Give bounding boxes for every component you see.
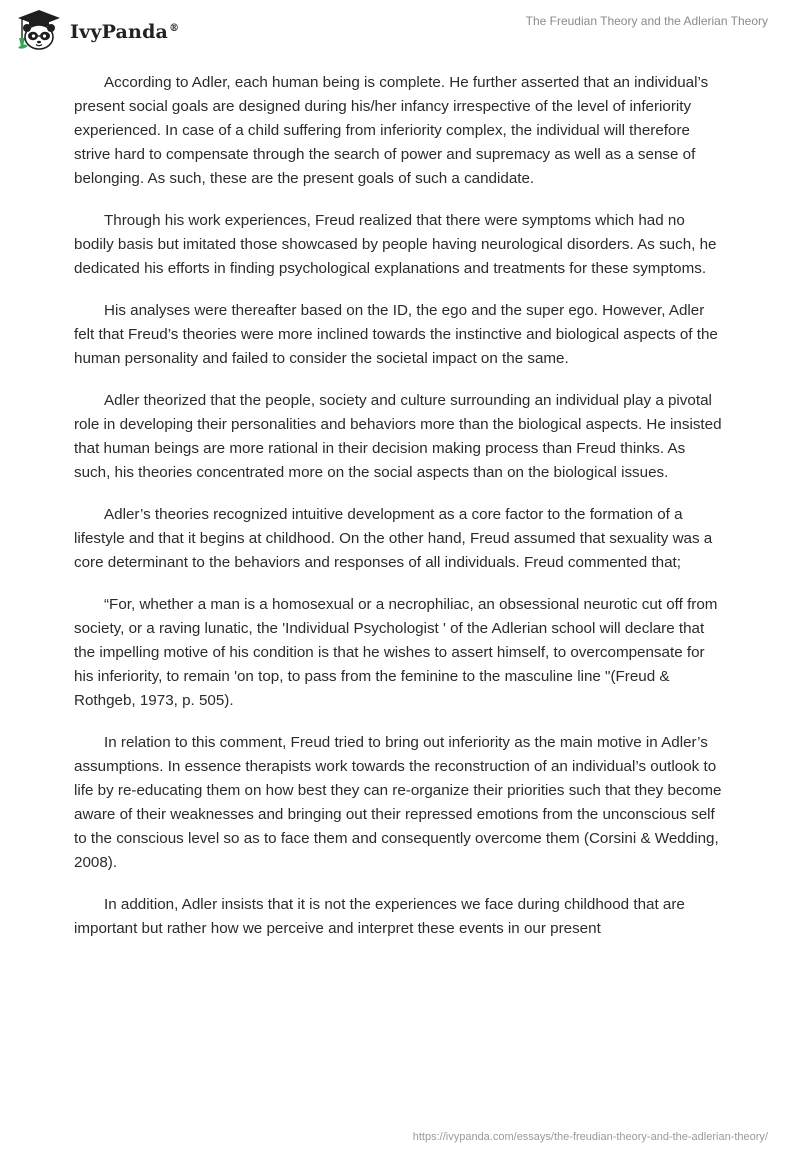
paragraph: According to Adler, each human being is complete. He further asserted that an individual’s present social goals are designed during his/her infancy irrespective of the level of inferiority experienced. In case of a child suffering from inferiority complex, the individual will therefore strive hard to compensate through the search of power and supremacy as well as a sense of belonging. As such, these are the present goals of such a candidate.: [74, 74, 709, 187]
paragraph: His analyses were thereafter based on the ID, the ego and the super ego. However, Adler felt that Freud’s theories were more inclined towards the instinctive and biological aspects of the human personality and failed to consider the societal impact on the same.: [74, 302, 718, 367]
registered-mark: ®: [169, 22, 180, 34]
document-title: The Freudian Theory and the Adlerian Theory: [525, 14, 768, 28]
essay-body: [74, 71, 722, 959]
panda-graduate-icon: [14, 8, 64, 52]
source-url-link[interactable]: https://ivypanda.com/essays/the-freudian-theory-and-the-adlerian-theory/: [412, 1131, 768, 1143]
paragraph: In addition, Adler insists that it is not the experiences we face during childhood that are important but rather how we perceive and interpret these events in our present: [74, 896, 685, 937]
brand-name: IvyPanda®: [70, 21, 180, 43]
quote-paragraph: “For, whether a man is a homosexual or a necrophiliac, an obsessional neurotic cut off from society, or a raving lunatic, the 'Individual Psychologist ' of the Adlerian school will declare that the impelling motive of his condition is that he wishes to assert himself, to overcompensate for his inferiority, to remain 'on top, to pass from the feminine to the masculine line "(Freud & Rothgeb, 1973, p. 505).: [74, 596, 718, 709]
ivypanda-logo[interactable]: [14, 8, 179, 52]
paragraph: Adler’s theories recognized intuitive development as a core factor to the formation of a lifestyle and that it begins at childhood. On the other hand, Freud assumed that sexuality was a core determinant to the behaviors and responses of all individuals. Freud commented that;: [74, 506, 713, 571]
page-header: [0, 0, 800, 60]
paragraph: Adler theorized that the people, society and culture surrounding an individual play a pivotal role in developing their personalities and behaviors more than the biological aspects. He insisted that human beings are more rational in their decision making process than Freud thinks. As such, his theories concentrated more on the social aspects than on the biological issues.: [74, 392, 722, 481]
paragraph: Through his work experiences, Freud realized that there were symptoms which had no bodily basis but imitated those showcased by people having neurological disorders. As such, he dedicated his efforts in finding psychological explanations and treatments for these symptoms.: [74, 212, 717, 277]
paragraph: In relation to this comment, Freud tried to bring out inferiority as the main motive in Adler’s assumptions. In essence therapists work towards the reconstruction of an individual’s outlook to life by re-educating them on how best they can re-organize their priorities such that they become aware of their weaknesses and bringing out their repressed emotions from the unconscious self to the conscious level so as to face them and consequently overcome them (Corsini & Wedding, 2008).: [74, 734, 722, 871]
